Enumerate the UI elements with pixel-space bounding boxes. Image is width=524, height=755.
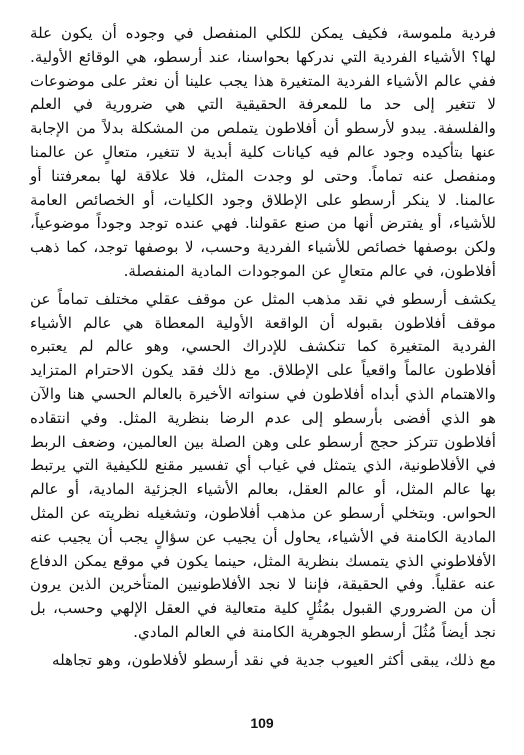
paragraph: يكشف أرسطو في نقد مذهب المثل عن موقف عقلي مختلف تماماً عن موقف أفلاطون بقبوله أن الواقعة الأولية المعطاة هي عالم الأشياء الفردية المتغيرة كما تنكشف للإدراك الحسي، وهو عالم لم يعتبره أفلاطون عالماً واقعياً على الإطلاق. مع ذلك فقد يكون الاحترام المتزايد والاهتمام الذي أبداه أفلاطون في سنواته الأخيرة بالعالم الحسي هنا والآن هو الذي أفضى بأرسطو إلى عدم الرضا بنظرية المثل. وفي انتقاده أفلاطون تتركز حجج أرسطو على وهن الصلة بين العالمين، وضعف الربط في الأفلاطونية، الذي يتمثل في غياب أي تفسير مقنع للكيفية التي يرتبط بها عالم المثل، أو عالم العقل، بعالم الأشياء الجزئية المادية، أو عالم الحواس. وبتخلي أرسطو عن مذهب أفلاطون، وتشغيله نظريته عن المثل المادية الكامنة في الأشياء، يحاول أن يجيب عن سؤالٍ يجب أن يجيب عنه الأفلاطوني الذي يتمسك بنظرية المثل، حينما يكون في موقع يمكن الدفاع عنه عقلياً. وفي الحقيقة، فإننا لا نجد الأفلاطونيين المتأخرين الذين يرون أن من الضروري القبول بمُثُلٍ كلية متعالية في العقل الإلهي وحسب، بل نجد أيضاً مُثُلَ أرسطو الجوهرية الكامنة في العالم المادي. bbox=[30, 289, 496, 641]
page-body bbox=[30, 22, 496, 673]
paragraph: فردية ملموسة، فكيف يمكن للكلي المنفصل في وجوده أن يكون علة لها؟ الأشياء الفردية التي ندركها بحواسنا، عند أرسطو، هي الوقائع الأولية. ففي عالم الأشياء الفردية المتغيرة هذا يجب علينا أن نعثر على موضوعات لا تتغير إلى حد ما للمعرفة الحقيقية التي هي ضرورية في العلم والفلسفة. يبدو لأرسطو أن أفلاطون يتملص من المشكلة بدلاً من الإجابة عنها بتأكيده وجود عالم فيه كيانات كلية أبدية لا تتغير، متعالٍ عن عالمنا ومنفصل عنه تماماً. وحتى لو وجدت المثل، فلا علاقة لها بمعرفتنا أو عالمنا. لا ينكر أرسطو على الإطلاق وجود الكليات، أو الخصائص العامة للأشياء، أو يفترض أنها من صنع عقولنا. فهي عنده توجد وجوداً موضوعياً، ولكن بوصفها خصائص للأشياء الفردية وحسب، لا بوصفها توجد، كما ذهب أفلاطون، في عالم متعالٍ عن الموجودات المادية المنفصلة. bbox=[30, 24, 496, 280]
page-number: 109 bbox=[250, 715, 274, 731]
paragraph: مع ذلك، يبقى أكثر العيوب جدية في نقد أرسطو لأفلاطون، وهو تجاهله bbox=[52, 650, 496, 669]
